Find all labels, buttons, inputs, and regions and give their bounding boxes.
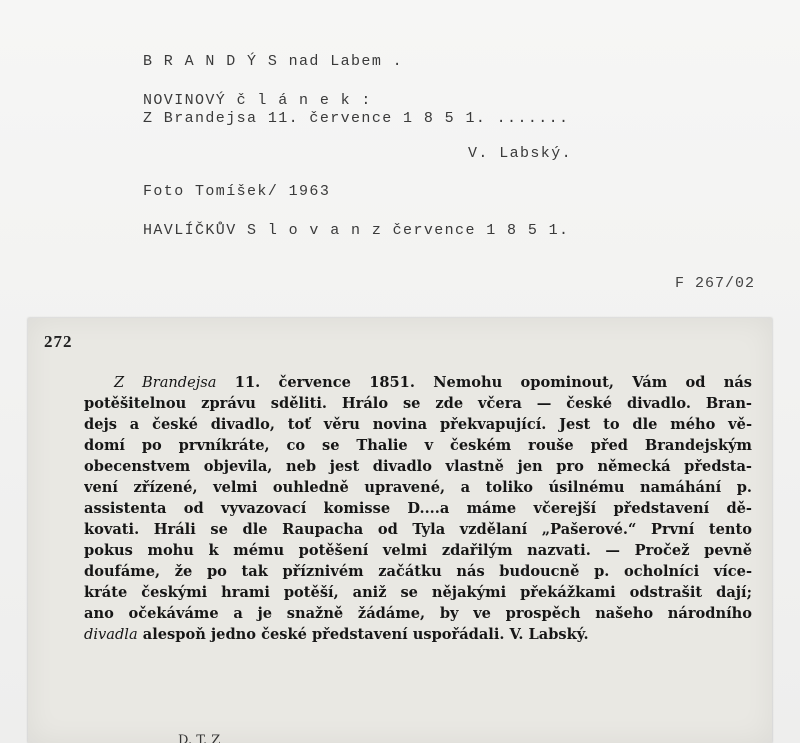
photo-credit: Foto Tomíšek/ 1963 — [143, 183, 331, 200]
article-line — [84, 540, 752, 561]
article-line — [84, 561, 752, 582]
article-line — [84, 582, 752, 603]
article-text-run: potěšitelnou zprávu sděliti. Hrálo se zde včera — české divadlo. Bran- — [84, 395, 752, 412]
article-text-run: alespoň jedno české představení uspořádali. V. Labský. — [137, 626, 589, 643]
article-text-run: doufáme, že po tak příznivém začátku nás budoucně p. ocholníci více- — [84, 563, 752, 580]
article-line — [84, 477, 752, 498]
article-text — [84, 372, 752, 645]
article-line — [84, 456, 752, 477]
headline-line: Z Brandejsa 11. července 1 8 5 1. ....... — [143, 110, 570, 127]
article-text-run: 11. července 1851. Nemohu opominout, Vám od nás — [216, 374, 752, 391]
article-italic: divadla — [84, 626, 138, 643]
article-text-run: ano očekáváme a je snažně žádáme, by ve prospěch našeho národního — [84, 605, 752, 622]
article-text-run: domí po prvníkráte, co se Thalie v českém rouše před Brandejským — [84, 437, 752, 454]
article-text-run: obecenstvem objevila, neb jest divadlo vlastně jen pro německá předsta- — [84, 458, 752, 475]
article-line — [84, 372, 752, 393]
article-italic: Z Brandejsa — [114, 374, 217, 391]
reference-number: F 267/02 — [675, 275, 756, 292]
article-line — [84, 603, 752, 624]
place-line: B R A N D Ý S nad Labem . — [143, 53, 404, 70]
article-line — [84, 498, 752, 519]
type-line: NOVINOVÝ č l á n e k : — [143, 92, 372, 109]
article-text-run: kráte českými hrami potěší, aniž se nějakými překážkami odstrašit dají; — [84, 584, 752, 601]
article-line — [84, 435, 752, 456]
article-text-run: dejs a české divadlo, toť věru novina překvapující. Jest to dle mého vě- — [84, 416, 752, 433]
article-line — [84, 624, 752, 645]
article-text-run: assistenta od vyvazovací komisse D....a máme včerejší představení dě- — [84, 500, 752, 517]
article-line — [84, 519, 752, 540]
cut-off-text: D. T. Z — [178, 733, 221, 743]
source-line: HAVLÍČKŮV S l o v a n z července 1 8 5 1. — [143, 222, 570, 239]
article-text-run: vení zřízené, velmi ouhledně upravené, a toliko úsilnému namáhání p. — [84, 479, 752, 496]
page-number: 272 — [44, 332, 73, 351]
newspaper-clipping — [28, 318, 772, 743]
article-line — [84, 393, 752, 414]
article-text-run: pokus mohu k mému potěšení velmi zdařilým nazvati. — Pročež pevně — [84, 542, 752, 559]
article-text-run: kovati. Hráli se dle Raupacha od Tyla vzdělaní „Pašerové.“ První tento — [84, 521, 752, 538]
article-line — [84, 414, 752, 435]
author-line: V. Labský. — [468, 145, 573, 162]
